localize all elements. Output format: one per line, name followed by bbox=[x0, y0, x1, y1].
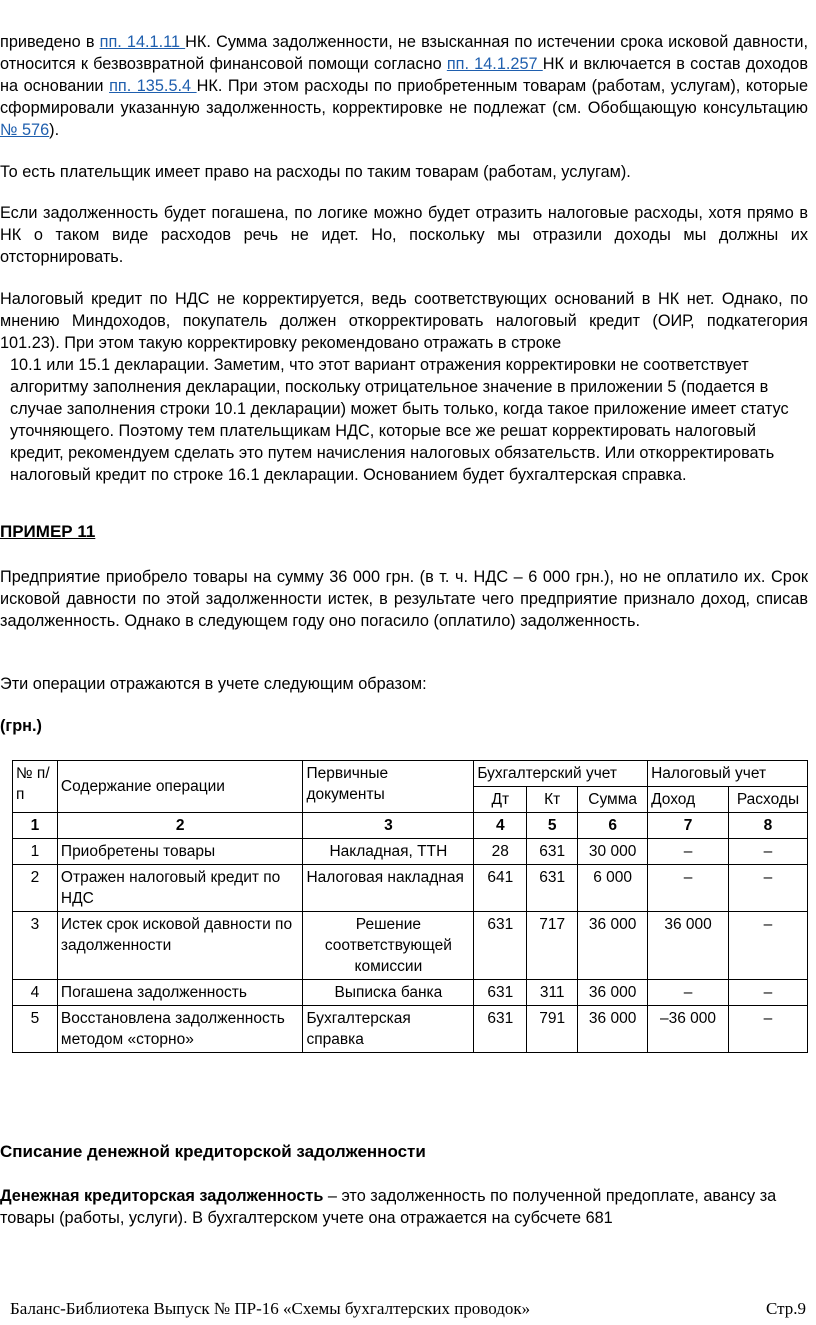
header-income: Доход bbox=[648, 787, 729, 813]
text-fragment: НК. При этом расходы по приобретенным товарам (работам, услугам), которые сформировали указанную задолженность, корректировке не подлежат (см. Обобщающую консультацию bbox=[0, 77, 808, 117]
cell-content: Восстановлена задолженность методом «сторно» bbox=[57, 1006, 303, 1053]
cell-expenses: – bbox=[728, 1006, 807, 1053]
currency-unit-label: (грн.) bbox=[0, 717, 42, 735]
paragraph-operations-intro: Эти операции отражаются в учете следующим образом: bbox=[0, 675, 427, 693]
cell-dt: 631 bbox=[474, 980, 527, 1006]
cell-sum: 6 000 bbox=[578, 865, 648, 912]
cell-kt: 791 bbox=[527, 1006, 578, 1053]
link-pp-135-5-4[interactable]: пп. 135.5.4 bbox=[109, 77, 197, 95]
footer-page-number: Стр.9 bbox=[765, 1299, 806, 1318]
header-expenses: Расходы bbox=[728, 787, 807, 813]
link-pp-14-1-257[interactable]: пп. 14.1.257 bbox=[446, 55, 543, 73]
cell-sum: 30 000 bbox=[578, 839, 648, 865]
text-fragment: – это задолженность по полученной предоплате, авансу за товары (работы, услуги). В бухгалтерском учете она отражается на субсчете 681 bbox=[0, 1187, 777, 1227]
cell-income: –36 000 bbox=[648, 1006, 729, 1053]
table-row bbox=[13, 980, 808, 1006]
header-dt: Дт bbox=[474, 787, 527, 813]
col-number: 8 bbox=[728, 813, 807, 839]
header-content: Содержание операции bbox=[57, 761, 303, 813]
cell-kt: 631 bbox=[527, 865, 578, 912]
paragraph-vat-credit-continued: 10.1 или 15.1 декларации. Заметим, что этот вариант отражения корректировки не соответствует алгоритму заполнения декларации, поскольку отрицательное значение в приложении 5 (подается в случае заполнения строки 10.1 декларации) может быть только, когда такое приложение имеет статус уточняющего. Поэтому тем плательщикам НДС, которые все же решат корректировать налоговый кредит, рекомендуем сделать это путем начисления налоговых обязательств. Или откорректировать налоговый кредит по строке 16.1 декларации. Основанием будет бухгалтерская справка. bbox=[10, 356, 789, 484]
term-bold: Денежная кредиторская задолженность bbox=[0, 1187, 324, 1205]
cell-num: 3 bbox=[13, 912, 58, 980]
cell-dt: 631 bbox=[474, 1006, 527, 1053]
paragraph-debt-repaid: Если задолженность будет погашена, по логике можно будет отразить налоговые расходы, хотя прямо в НК о таком виде расходов речь не идет. Но, поскольку мы отразили доходы мы должны их отсторнировать. bbox=[0, 204, 808, 266]
cell-kt: 631 bbox=[527, 839, 578, 865]
col-number: 4 bbox=[474, 813, 527, 839]
table-column-numbers-row bbox=[13, 813, 808, 839]
cell-income: – bbox=[648, 865, 729, 912]
table-row bbox=[13, 839, 808, 865]
cell-num: 5 bbox=[13, 1006, 58, 1053]
col-number: 1 bbox=[13, 813, 58, 839]
cell-expenses: – bbox=[728, 912, 807, 980]
operations-table bbox=[12, 760, 808, 1053]
cell-dt: 631 bbox=[474, 912, 527, 980]
cell-docs: Налоговая накладная bbox=[303, 865, 474, 912]
cell-docs: Бухгалтерская справка bbox=[303, 1006, 474, 1053]
paragraph-vat-credit: Налоговый кредит по НДС не корректируется, ведь соответствующих оснований в НК нет. Однако, по мнению Миндоходов, покупатель должен откорректировать налоговый кредит (ОИР, подкатегория 101.23). При этом такую корректировку рекомендовано отражать в строке bbox=[0, 290, 808, 352]
cell-dt: 28 bbox=[474, 839, 527, 865]
cell-content: Погашена задолженность bbox=[57, 980, 303, 1006]
example-heading: ПРИМЕР 11 bbox=[0, 522, 96, 541]
col-number: 7 bbox=[648, 813, 729, 839]
header-tax: Налоговый учет bbox=[648, 761, 808, 787]
cell-kt: 311 bbox=[527, 980, 578, 1006]
text-fragment: ). bbox=[49, 121, 60, 139]
col-number: 3 bbox=[303, 813, 474, 839]
page-footer bbox=[10, 1299, 806, 1319]
table-row bbox=[13, 1006, 808, 1053]
cell-num: 4 bbox=[13, 980, 58, 1006]
paragraph-expenses-right: То есть плательщик имеет право на расходы по таким товарам (работам, услугам). bbox=[0, 163, 631, 181]
cell-content: Истек срок исковой давности по задолженности bbox=[57, 912, 303, 980]
cell-expenses: – bbox=[728, 980, 807, 1006]
cell-num: 2 bbox=[13, 865, 58, 912]
cell-expenses: – bbox=[728, 865, 807, 912]
link-consultation-576[interactable]: № 576 bbox=[0, 121, 50, 139]
cell-docs: Решение соответствующей комиссии bbox=[303, 912, 474, 980]
cell-dt: 641 bbox=[474, 865, 527, 912]
header-docs: Первичные документы bbox=[303, 761, 474, 813]
cell-content: Отражен налоговый кредит по НДС bbox=[57, 865, 303, 912]
cell-income: – bbox=[648, 839, 729, 865]
cell-kt: 717 bbox=[527, 912, 578, 980]
paragraph-cash-payables bbox=[0, 1185, 808, 1229]
footer-publication: Баланс-Библиотека Выпуск № ПР-16 «Схемы бухгалтерских проводок» bbox=[10, 1299, 531, 1318]
cell-content: Приобретены товары bbox=[57, 839, 303, 865]
cell-docs: Выписка банка bbox=[303, 980, 474, 1006]
table-row bbox=[13, 865, 808, 912]
paragraph-example-description: Предприятие приобрело товары на сумму 36 000 грн. (в т. ч. НДС – 6 000 грн.), но не оплатило их. Срок исковой давности по этой задолженности истек, в результате чего предприятие признало доход, списав задолженность. Однако в следующем году оно погасило (оплатило) задолженность. bbox=[0, 568, 808, 630]
table-row bbox=[13, 912, 808, 980]
header-accounting: Бухгалтерский учет bbox=[474, 761, 648, 787]
table-header-row bbox=[13, 761, 808, 787]
cell-num: 1 bbox=[13, 839, 58, 865]
text-fragment: НК и включается в состав доходов на основании bbox=[0, 55, 808, 95]
col-number: 6 bbox=[578, 813, 648, 839]
cell-sum: 36 000 bbox=[578, 1006, 648, 1053]
col-number: 2 bbox=[57, 813, 303, 839]
cell-income: 36 000 bbox=[648, 912, 729, 980]
cell-sum: 36 000 bbox=[578, 912, 648, 980]
cell-expenses: – bbox=[728, 839, 807, 865]
header-sum: Сумма bbox=[578, 787, 648, 813]
cell-income: – bbox=[648, 980, 729, 1006]
text-fragment: НК. Сумма задолженности, не взысканная по истечении срока исковой давности, относится к безвозвратной финансовой помощи согласно bbox=[0, 33, 808, 73]
paragraph-tax-debt bbox=[0, 31, 808, 141]
header-num: № п/п bbox=[13, 761, 58, 813]
text-fragment: приведено в bbox=[0, 33, 100, 51]
col-number: 5 bbox=[527, 813, 578, 839]
link-pp-14-1-11[interactable]: пп. 14.1.11 bbox=[99, 33, 186, 51]
header-kt: Кт bbox=[527, 787, 578, 813]
section-heading: Списание денежной кредиторской задолженности bbox=[0, 1142, 426, 1161]
cell-docs: Накладная, ТТН bbox=[303, 839, 474, 865]
cell-sum: 36 000 bbox=[578, 980, 648, 1006]
